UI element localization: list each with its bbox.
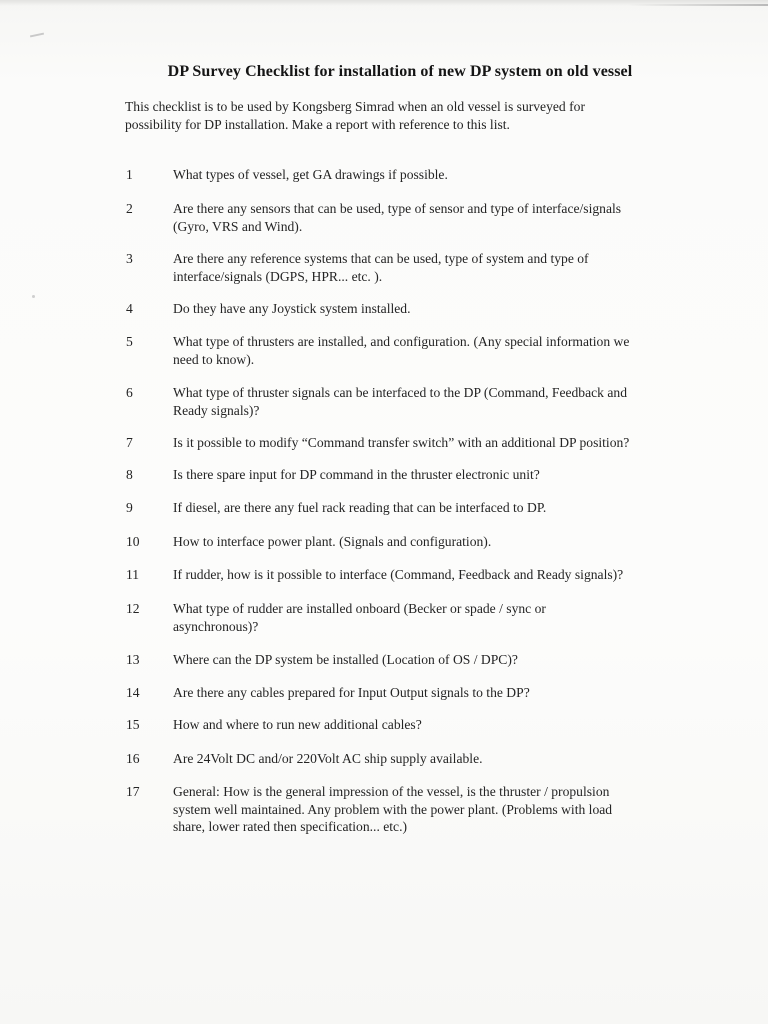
item-text bbox=[173, 716, 703, 734]
item-text bbox=[173, 750, 703, 768]
item-text bbox=[173, 250, 703, 285]
item-number: 7 bbox=[126, 435, 133, 450]
item-number: 16 bbox=[126, 751, 140, 766]
item-text-line: Ready signals)? bbox=[173, 402, 260, 418]
item-text-line: asynchronous)? bbox=[173, 618, 259, 634]
item-text-line: How to interface power plant. (Signals and configuration). bbox=[173, 534, 492, 549]
item-text-line: Is it possible to modify “Command transfer switch” with an additional DP position? bbox=[173, 435, 630, 450]
item-number: 3 bbox=[126, 251, 133, 266]
item-text-line: Are there any sensors that can be used, type of sensor and type of interface/signals bbox=[173, 201, 622, 216]
item-number: 6 bbox=[126, 385, 133, 400]
item-number: 10 bbox=[126, 534, 140, 549]
item-number: 17 bbox=[126, 784, 140, 799]
item-text-line: What types of vessel, get GA drawings if possible. bbox=[173, 167, 448, 182]
item-text bbox=[173, 499, 703, 517]
item-text-line: Are there any reference systems that can be used, type of system and type of bbox=[173, 251, 589, 266]
item-text bbox=[173, 600, 703, 635]
item-text-line: interface/signals (DGPS, HPR... etc. ). bbox=[173, 268, 383, 284]
item-text-line: What type of thruster signals can be interfaced to the DP (Command, Feedback and bbox=[173, 385, 627, 400]
item-number: 11 bbox=[126, 567, 140, 582]
item-number: 8 bbox=[126, 467, 133, 482]
intro-paragraph bbox=[125, 98, 685, 134]
item-text bbox=[173, 651, 703, 669]
item-text-line: Do they have any Joystick system installed. bbox=[173, 301, 411, 316]
item-text bbox=[173, 783, 703, 836]
item-text bbox=[173, 533, 703, 551]
item-text bbox=[173, 166, 703, 184]
item-text bbox=[173, 333, 703, 368]
item-text-line: Is there spare input for DP command in the thruster electronic unit? bbox=[173, 467, 540, 482]
document-title: DP Survey Checklist for installation of new DP system on old vessel bbox=[167, 63, 633, 80]
scan-artifact-mark bbox=[30, 33, 44, 38]
item-number: 4 bbox=[126, 301, 133, 316]
item-number: 12 bbox=[126, 601, 140, 616]
item-number: 14 bbox=[126, 685, 140, 700]
item-number: 13 bbox=[126, 652, 140, 667]
intro-line: possibility for DP installation. Make a report with reference to this list. bbox=[125, 117, 510, 132]
item-text-line: Are there any cables prepared for Input Output signals to the DP? bbox=[173, 685, 530, 700]
item-text-line: system well maintained. Any problem with the power plant. (Problems with load bbox=[173, 801, 613, 817]
item-text-line: What type of thrusters are installed, and configuration. (Any special information we bbox=[173, 334, 630, 349]
item-text-line: share, lower rated then specification... etc.) bbox=[173, 819, 408, 834]
item-text bbox=[173, 684, 703, 702]
intro-line: This checklist is to be used by Kongsberg Simrad when an old vessel is surveyed for bbox=[125, 99, 585, 114]
item-text bbox=[173, 434, 703, 452]
item-number: 1 bbox=[126, 167, 133, 182]
item-text-line: If diesel, are there any fuel rack reading that can be interfaced to DP. bbox=[173, 500, 547, 515]
item-text-line: Are 24Volt DC and/or 220Volt AC ship supply available. bbox=[173, 751, 483, 766]
item-number: 5 bbox=[126, 334, 133, 349]
item-text-line: What type of rudder are installed onboard (Becker or spade / sync or bbox=[173, 601, 546, 616]
item-text bbox=[173, 566, 703, 584]
item-text bbox=[173, 200, 703, 235]
item-text-line: If rudder, how is it possible to interface (Command, Feedback and Ready signals)? bbox=[173, 567, 624, 582]
item-number: 15 bbox=[126, 717, 140, 732]
item-text bbox=[173, 384, 703, 419]
item-number: 9 bbox=[126, 500, 133, 515]
item-number: 2 bbox=[126, 201, 133, 216]
item-text bbox=[173, 466, 703, 484]
item-text-line: (Gyro, VRS and Wind). bbox=[173, 218, 303, 234]
item-text-line: How and where to run new additional cables? bbox=[173, 717, 422, 732]
item-text-line: General: How is the general impression of the vessel, is the thruster / propulsion bbox=[173, 784, 610, 799]
scan-artifact-dot bbox=[32, 295, 35, 298]
item-text bbox=[173, 300, 703, 318]
item-text-line: Where can the DP system be installed (Location of OS / DPC)? bbox=[173, 652, 518, 667]
item-text-line: need to know). bbox=[173, 351, 255, 367]
scan-artifact-line bbox=[628, 4, 768, 6]
